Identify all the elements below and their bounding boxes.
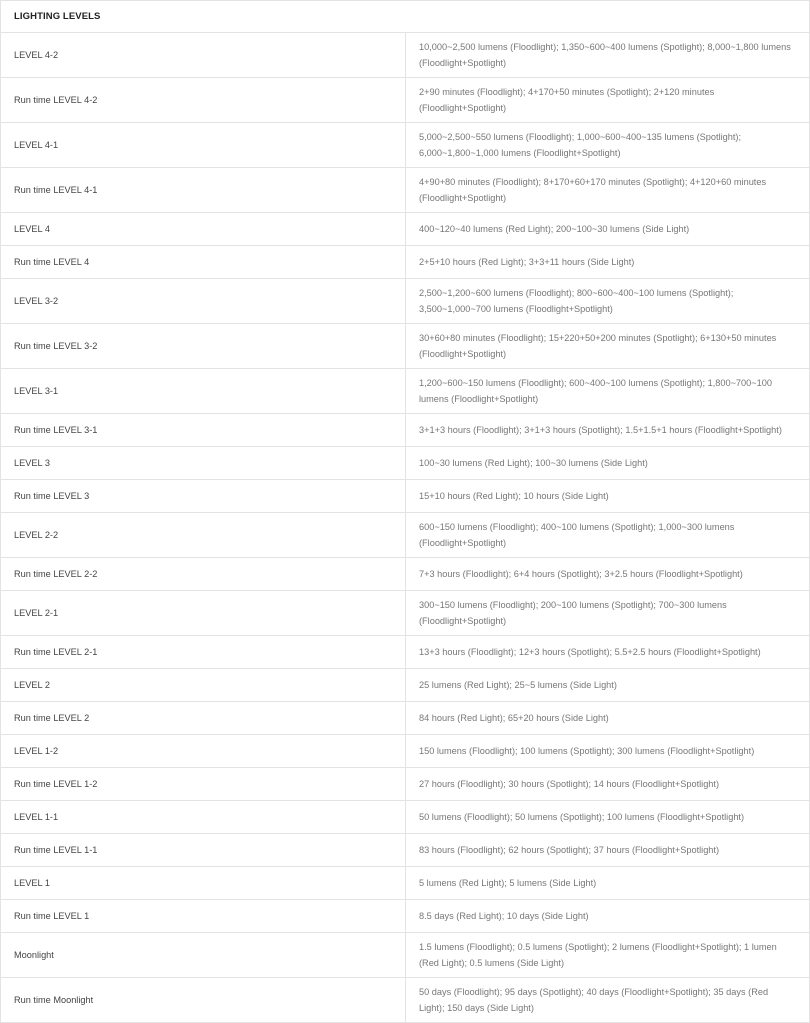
row-label: Run time LEVEL 4-2 xyxy=(1,78,406,123)
table-row xyxy=(1,636,810,669)
table-body xyxy=(1,33,810,1023)
row-label: LEVEL 3 xyxy=(1,447,406,480)
row-label: LEVEL 4-1 xyxy=(1,123,406,168)
table-title: LIGHTING LEVELS xyxy=(1,1,810,33)
row-label: LEVEL 4 xyxy=(1,213,406,246)
row-value: 400~120~40 lumens (Red Light); 200~100~30 lumens (Side Light) xyxy=(406,213,810,246)
row-label: Run time LEVEL 4-1 xyxy=(1,168,406,213)
row-label: Run time LEVEL 3-2 xyxy=(1,324,406,369)
table-row xyxy=(1,480,810,513)
row-label: LEVEL 3-1 xyxy=(1,369,406,414)
row-value: 50 days (Floodlight); 95 days (Spotlight); 40 days (Floodlight+Spotlight); 35 days (Red Light); 150 days (Side Light) xyxy=(406,978,810,1023)
table-row xyxy=(1,78,810,123)
table-row xyxy=(1,933,810,978)
row-value: 3+1+3 hours (Floodlight); 3+1+3 hours (Spotlight); 1.5+1.5+1 hours (Floodlight+Spotlight) xyxy=(406,414,810,447)
row-value: 100~30 lumens (Red Light); 100~30 lumens (Side Light) xyxy=(406,447,810,480)
table-row xyxy=(1,558,810,591)
row-label: Run time LEVEL 3 xyxy=(1,480,406,513)
table-header-row xyxy=(1,1,810,33)
row-value: 27 hours (Floodlight); 30 hours (Spotlight); 14 hours (Floodlight+Spotlight) xyxy=(406,768,810,801)
table-row xyxy=(1,834,810,867)
row-value: 13+3 hours (Floodlight); 12+3 hours (Spotlight); 5.5+2.5 hours (Floodlight+Spotlight) xyxy=(406,636,810,669)
row-value: 84 hours (Red Light); 65+20 hours (Side Light) xyxy=(406,702,810,735)
row-label: Run time LEVEL 2-1 xyxy=(1,636,406,669)
row-label: LEVEL 1-1 xyxy=(1,801,406,834)
row-value: 15+10 hours (Red Light); 10 hours (Side Light) xyxy=(406,480,810,513)
row-label: Run time LEVEL 3-1 xyxy=(1,414,406,447)
row-value: 25 lumens (Red Light); 25~5 lumens (Side Light) xyxy=(406,669,810,702)
row-value: 1.5 lumens (Floodlight); 0.5 lumens (Spotlight); 2 lumens (Floodlight+Spotlight); 1 lumen (Red Light); 0.5 lumens (Side Light) xyxy=(406,933,810,978)
table-row xyxy=(1,702,810,735)
table-row xyxy=(1,669,810,702)
table-row xyxy=(1,414,810,447)
table-row xyxy=(1,369,810,414)
row-value: 150 lumens (Floodlight); 100 lumens (Spotlight); 300 lumens (Floodlight+Spotlight) xyxy=(406,735,810,768)
row-value: 10,000~2,500 lumens (Floodlight); 1,350~600~400 lumens (Spotlight); 8,000~1,800 lumens (Floodlight+Spotlight) xyxy=(406,33,810,78)
row-label: Run time Moonlight xyxy=(1,978,406,1023)
row-value: 4+90+80 minutes (Floodlight); 8+170+60+170 minutes (Spotlight); 4+120+60 minutes (Floodlight+Spotlight) xyxy=(406,168,810,213)
table-row xyxy=(1,168,810,213)
table-row xyxy=(1,900,810,933)
row-label: LEVEL 1 xyxy=(1,867,406,900)
table-row xyxy=(1,591,810,636)
row-label: LEVEL 2-2 xyxy=(1,513,406,558)
row-value: 83 hours (Floodlight); 62 hours (Spotlight); 37 hours (Floodlight+Spotlight) xyxy=(406,834,810,867)
row-value: 1,200~600~150 lumens (Floodlight); 600~400~100 lumens (Spotlight); 1,800~700~100 lumens (Floodlight+Spotlight) xyxy=(406,369,810,414)
row-value: 7+3 hours (Floodlight); 6+4 hours (Spotlight); 3+2.5 hours (Floodlight+Spotlight) xyxy=(406,558,810,591)
row-value: 5 lumens (Red Light); 5 lumens (Side Light) xyxy=(406,867,810,900)
row-label: Run time LEVEL 2-2 xyxy=(1,558,406,591)
table-row xyxy=(1,246,810,279)
row-value: 2+90 minutes (Floodlight); 4+170+50 minutes (Spotlight); 2+120 minutes (Floodlight+Spotlight) xyxy=(406,78,810,123)
table-row xyxy=(1,513,810,558)
row-value: 2,500~1,200~600 lumens (Floodlight); 800~600~400~100 lumens (Spotlight); 3,500~1,000~700 lumens (Floodlight+Spotlight) xyxy=(406,279,810,324)
table-row xyxy=(1,447,810,480)
row-label: Moonlight xyxy=(1,933,406,978)
row-label: Run time LEVEL 1-1 xyxy=(1,834,406,867)
row-label: LEVEL 4-2 xyxy=(1,33,406,78)
table-row xyxy=(1,33,810,78)
table-row xyxy=(1,867,810,900)
row-label: Run time LEVEL 1 xyxy=(1,900,406,933)
row-label: Run time LEVEL 1-2 xyxy=(1,768,406,801)
row-value: 8.5 days (Red Light); 10 days (Side Light) xyxy=(406,900,810,933)
table-row xyxy=(1,801,810,834)
row-value: 2+5+10 hours (Red Light); 3+3+11 hours (Side Light) xyxy=(406,246,810,279)
row-label: Run time LEVEL 4 xyxy=(1,246,406,279)
table-row xyxy=(1,978,810,1023)
row-value: 5,000~2,500~550 lumens (Floodlight); 1,000~600~400~135 lumens (Spotlight); 6,000~1,800~1,000 lumens (Floodlight+Spotlight) xyxy=(406,123,810,168)
table-row xyxy=(1,768,810,801)
table-row xyxy=(1,324,810,369)
table-row xyxy=(1,123,810,168)
row-label: LEVEL 1-2 xyxy=(1,735,406,768)
row-label: LEVEL 2-1 xyxy=(1,591,406,636)
row-value: 300~150 lumens (Floodlight); 200~100 lumens (Spotlight); 700~300 lumens (Floodlight+Spotlight) xyxy=(406,591,810,636)
table-row xyxy=(1,213,810,246)
row-value: 50 lumens (Floodlight); 50 lumens (Spotlight); 100 lumens (Floodlight+Spotlight) xyxy=(406,801,810,834)
row-value: 30+60+80 minutes (Floodlight); 15+220+50+200 minutes (Spotlight); 6+130+50 minutes (Floodlight+Spotlight) xyxy=(406,324,810,369)
row-label: Run time LEVEL 2 xyxy=(1,702,406,735)
row-label: LEVEL 3-2 xyxy=(1,279,406,324)
table-row xyxy=(1,279,810,324)
table-row xyxy=(1,735,810,768)
row-value: 600~150 lumens (Floodlight); 400~100 lumens (Spotlight); 1,000~300 lumens (Floodlight+Spotlight) xyxy=(406,513,810,558)
row-label: LEVEL 2 xyxy=(1,669,406,702)
